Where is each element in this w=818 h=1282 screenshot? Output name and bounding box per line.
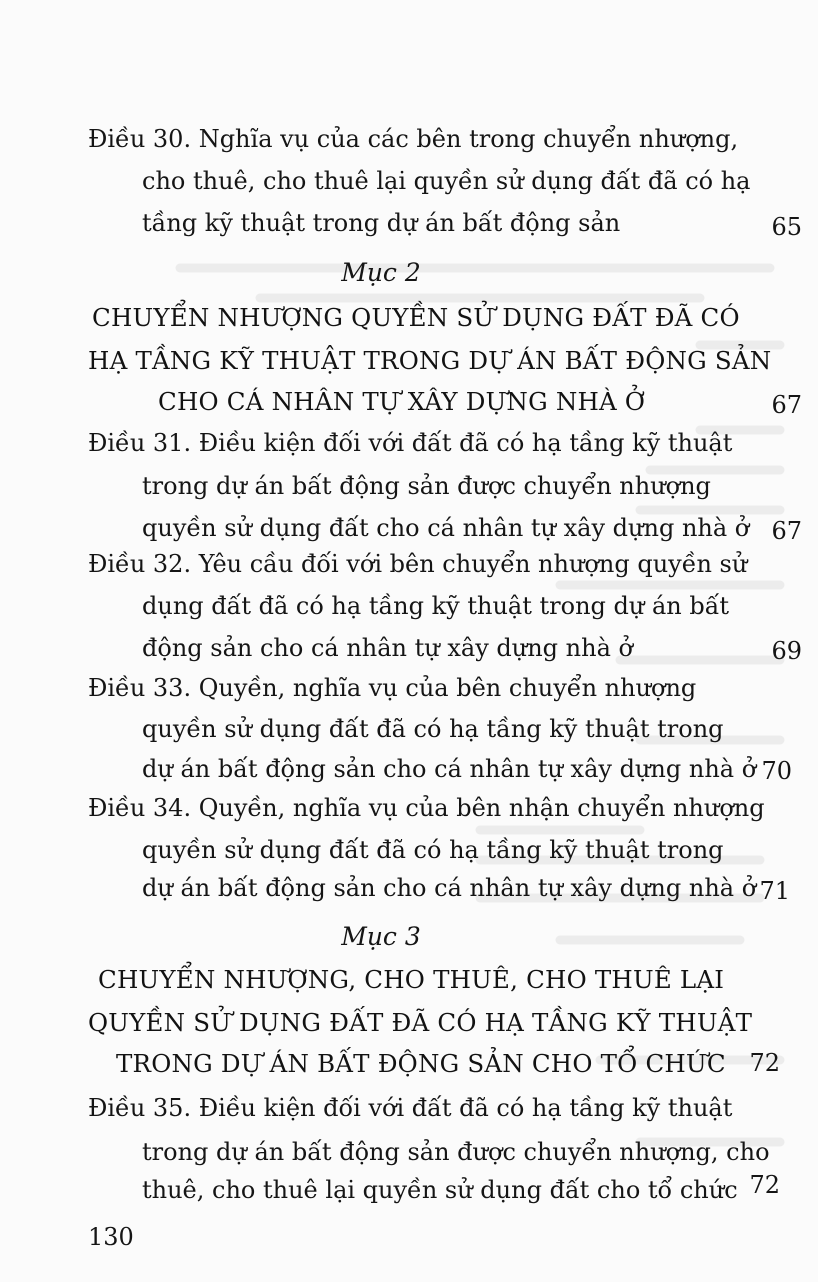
section-heading-line: QUYỀN SỬ DỤNG ĐẤT ĐÃ CÓ HẠ TẦNG KỸ THUẬT [88,1008,753,1037]
entry-line: động sản cho cá nhân tự xây dựng nhà ở [142,634,633,662]
entry-line: dự án bất động sản cho cá nhân tự xây dựng nhà ở [142,755,757,783]
page-number: 65 [771,213,802,241]
page-number: 72 [749,1171,780,1199]
page-number: 69 [771,637,802,665]
page-number: 72 [749,1049,780,1077]
entry-line: tầng kỹ thuật trong dự án bất động sản [142,209,621,237]
section-label: Mục 3 [341,922,421,951]
entry-line: quyền sử dụng đất cho cá nhân tự xây dựng nhà ở [142,514,750,542]
entry-line: dự án bất động sản cho cá nhân tự xây dựng nhà ở [142,874,757,902]
entry-line: quyền sử dụng đất đã có hạ tầng kỹ thuật trong [142,836,724,864]
page-number: 67 [771,517,802,545]
entry-line: trong dự án bất động sản được chuyển nhượng [142,472,711,500]
entry-line: Điều 34. Quyền, nghĩa vụ của bên nhận chuyển nhượng [88,794,765,822]
section-label: Mục 2 [341,258,421,287]
entry-line: trong dự án bất động sản được chuyển nhượng, cho [142,1138,770,1166]
section-heading-line: CHUYỂN NHƯỢNG, CHO THUÊ, CHO THUÊ LẠI [98,965,725,994]
entry-line: Điều 32. Yêu cầu đối với bên chuyển nhượng quyền sử [88,550,748,578]
entry-line: quyền sử dụng đất đã có hạ tầng kỹ thuật trong [142,715,724,743]
entry-line: cho thuê, cho thuê lại quyền sử dụng đất đã có hạ [142,167,751,195]
footer-page-number: 130 [88,1223,134,1251]
entry-line: Điều 31. Điều kiện đối với đất đã có hạ tầng kỹ thuật [88,429,733,457]
section-heading-line: HẠ TẦNG KỸ THUẬT TRONG DỰ ÁN BẤT ĐỘNG SẢN [88,346,772,375]
section-heading-line: TRONG DỰ ÁN BẤT ĐỘNG SẢN CHO TỔ CHỨC [116,1049,726,1078]
entry-line: Điều 33. Quyền, nghĩa vụ của bên chuyển nhượng [88,674,697,702]
entry-line: Điều 30. Nghĩa vụ của các bên trong chuyển nhượng, [88,125,739,153]
section-heading-line: CHUYỂN NHƯỢNG QUYỀN SỬ DỤNG ĐẤT ĐÃ CÓ [92,303,740,332]
entry-line: thuê, cho thuê lại quyền sử dụng đất cho tổ chức [142,1176,738,1204]
entry-line: Điều 35. Điều kiện đối với đất đã có hạ tầng kỹ thuật [88,1094,733,1122]
page-number: 67 [771,391,802,419]
entry-line: dụng đất đã có hạ tầng kỹ thuật trong dự án bất [142,592,730,620]
page-number: 70 [761,757,792,785]
section-heading-line: CHO CÁ NHÂN TỰ XÂY DỰNG NHÀ Ở [158,387,646,416]
page-number: 71 [759,877,790,905]
